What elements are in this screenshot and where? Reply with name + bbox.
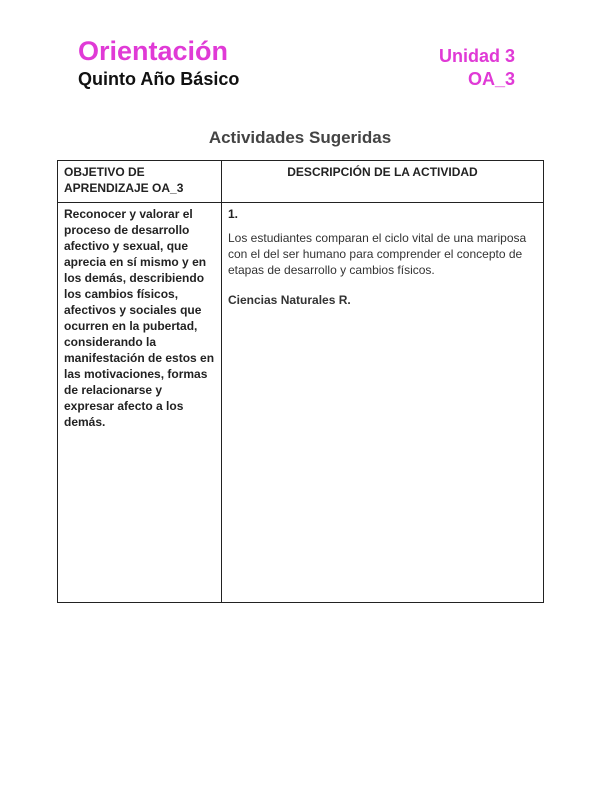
section-title: Actividades Sugeridas	[208, 128, 392, 147]
activity-number: 1.	[228, 207, 239, 221]
activity-subject: Ciencias Naturales R.	[228, 293, 351, 307]
description-cell	[222, 203, 544, 603]
document-title: Orientación	[78, 36, 229, 66]
table-row	[58, 203, 544, 603]
activities-table	[57, 160, 544, 603]
unit-info	[439, 45, 515, 91]
document-header	[78, 34, 239, 90]
document-subtitle: Quinto Año Básico	[78, 69, 240, 89]
activity-description: Los estudiantes comparan el ciclo vital de una mariposa con el del ser humano para comprender el concepto de etapas de desarrollo y cambios físicos.	[228, 231, 527, 277]
objective-column-header: OBJETIVO DE APRENDIZAJE OA_3	[58, 161, 222, 203]
table-header-row	[58, 161, 544, 203]
unit-label: Unidad 3	[438, 46, 515, 66]
oa-label: OA_3	[467, 69, 515, 89]
description-column-header: DESCRIPCIÓN DE LA ACTIVIDAD	[222, 161, 544, 203]
objective-cell: Reconocer y valorar el proceso de desarrollo afectivo y sexual, que aprecia en sí mismo y en los demás, describiendo los cambios físicos, afectivos y sociales que ocurren en la pubertad, considerando la manifestación de estos en las motivaciones, formas de relacionarse y expresar afecto a los demás.	[58, 203, 222, 603]
